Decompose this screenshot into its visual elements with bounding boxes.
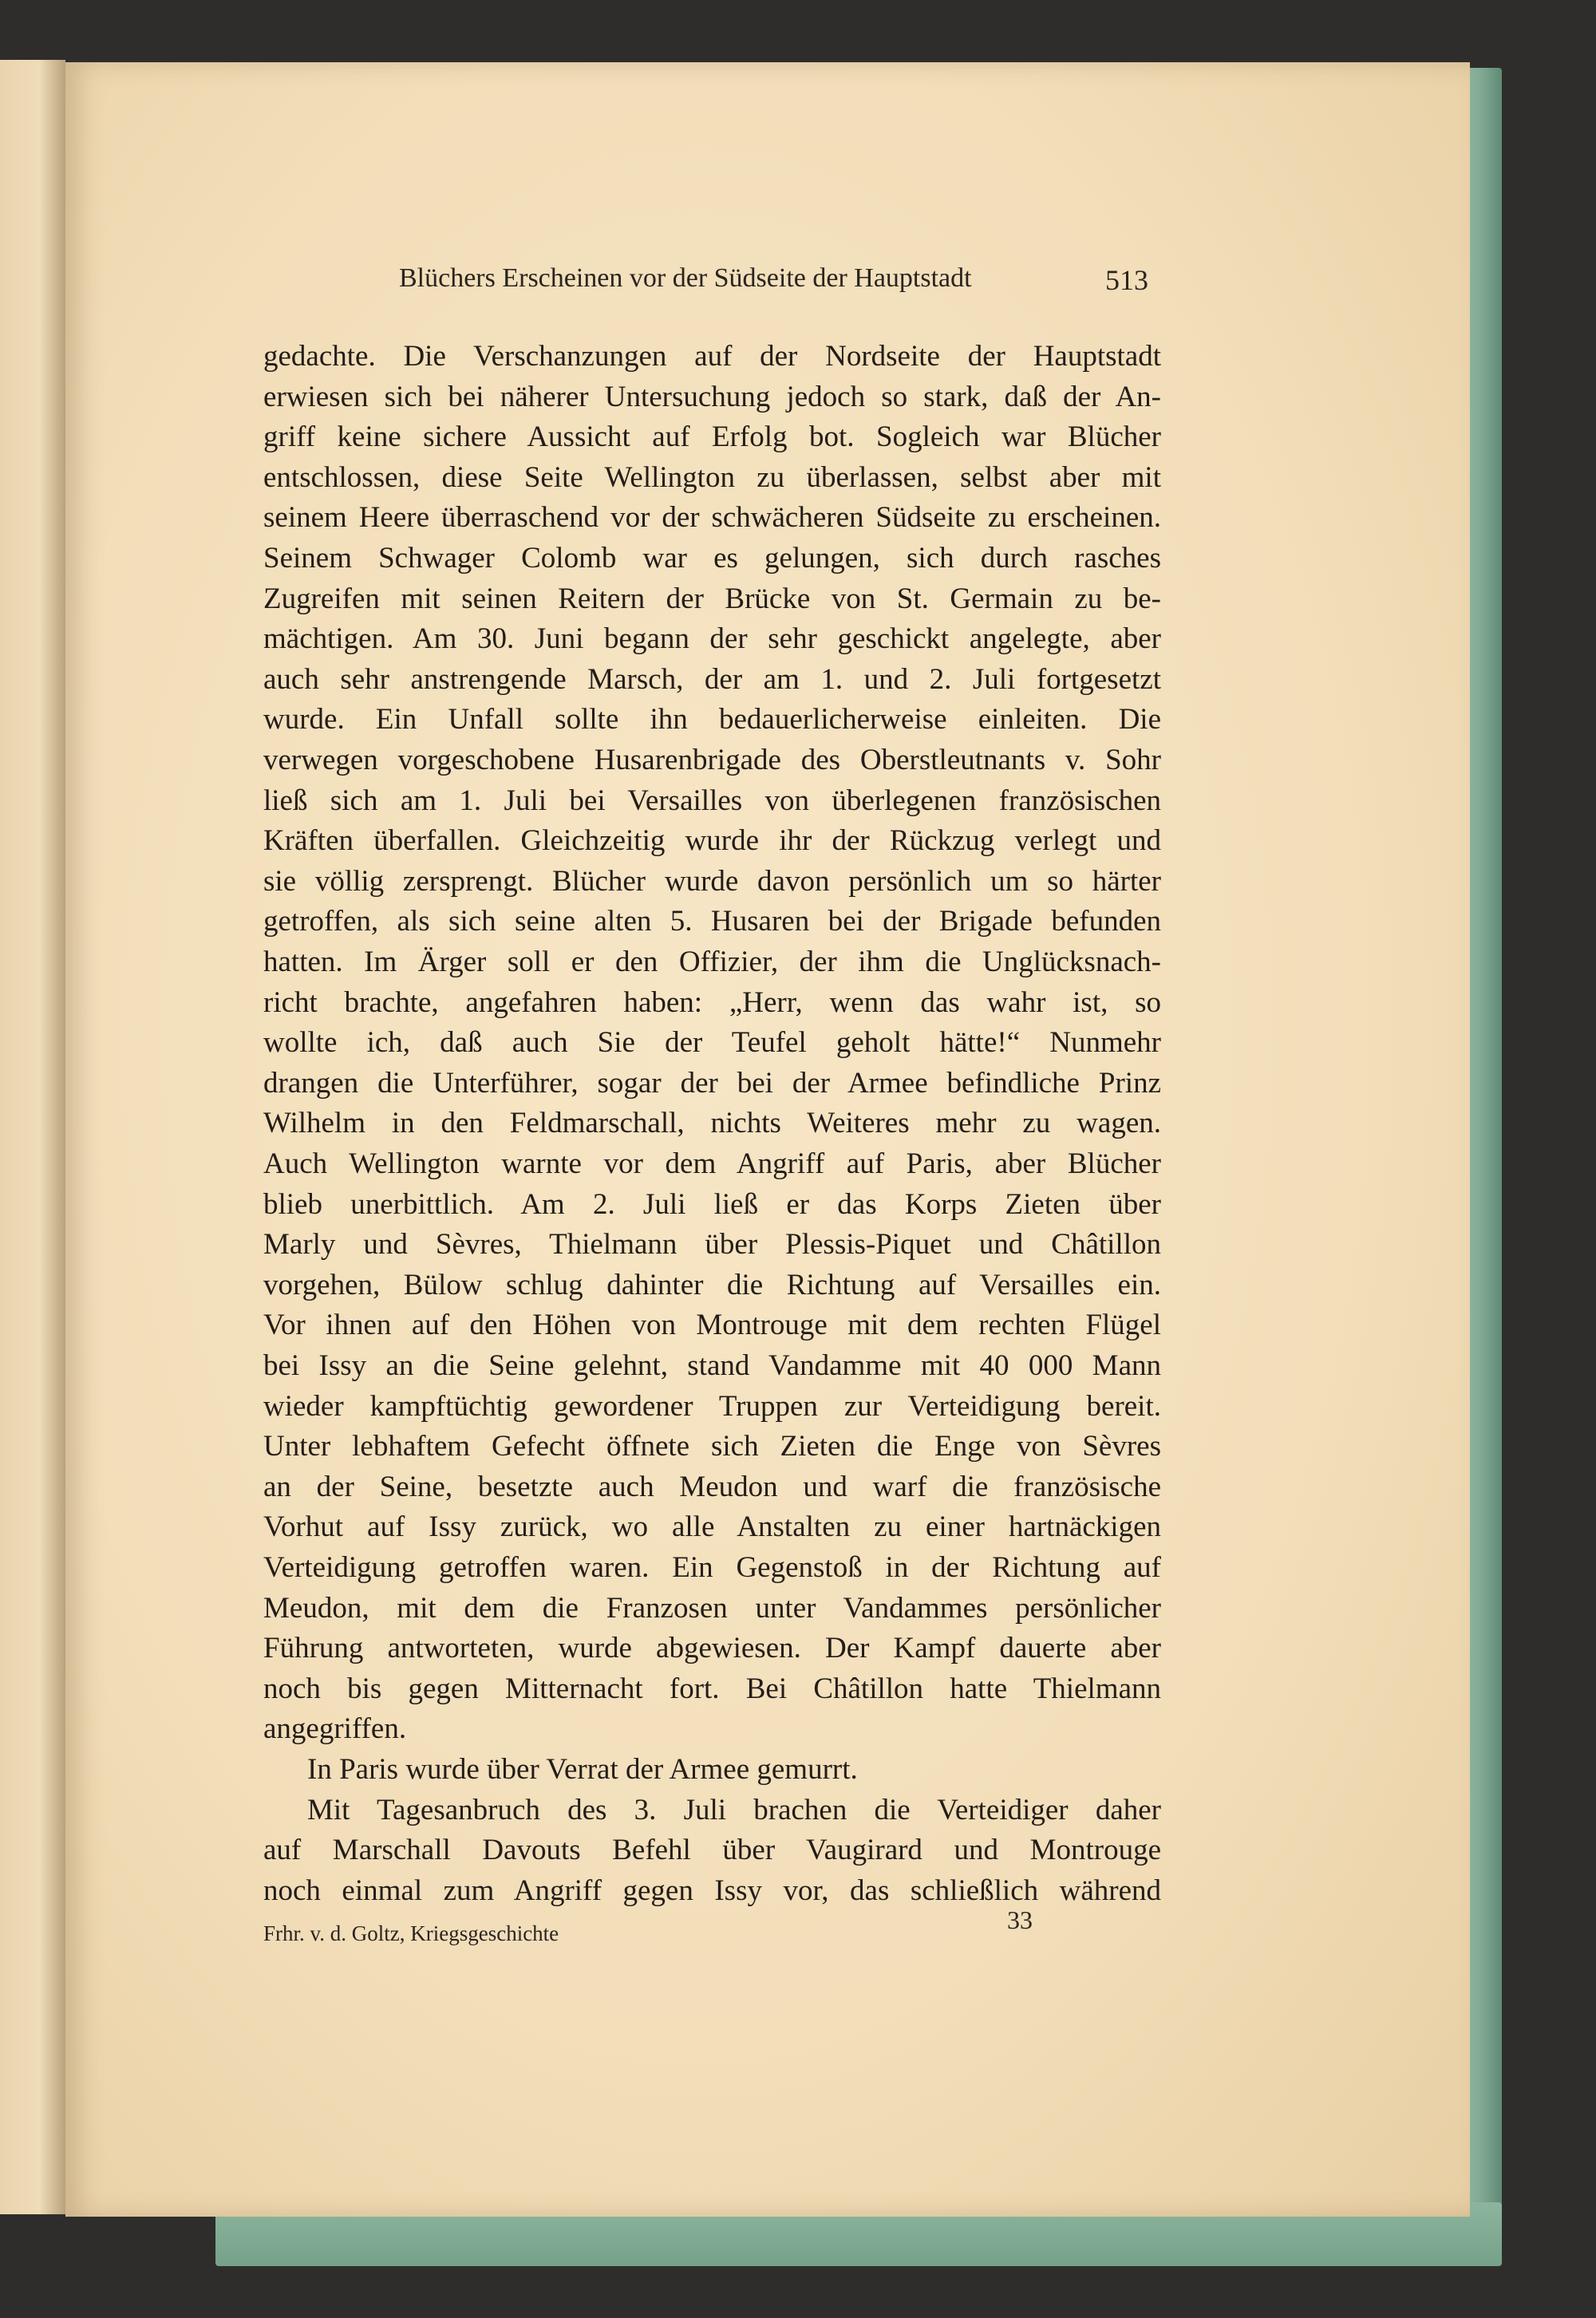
text-line: In Paris wurde über Verrat der Armee gemurrt. xyxy=(307,1753,858,1786)
text-line: richt brachte, angefahren haben: „Herr, wenn das wahr ist, so xyxy=(263,985,1161,1019)
text-line: an der Seine, besetzte auch Meudon und warf die französische xyxy=(263,1470,1161,1503)
text-line: Mit Tagesanbruch des 3. Juli brachen die Verteidiger daher xyxy=(307,1793,1161,1826)
text-line: Kräften überfallen. Gleichzeitig wurde ihr der Rückzug verlegt und xyxy=(263,824,1161,858)
page-number: 513 xyxy=(1105,264,1148,296)
text-line: noch bis gegen Mitternacht fort. Bei Châtillon hatte Thielmann xyxy=(263,1672,1161,1705)
text-line: Marly und Sèvres, Thielmann über Plessis-Piquet und Châtillon xyxy=(263,1228,1161,1262)
running-title: Blüchers Erscheinen vor der Südseite der Hauptstadt xyxy=(399,263,972,293)
text-line: Wilhelm in den Feldmarschall, nichts Weiteres mehr zu wagen. xyxy=(263,1107,1161,1140)
text-line: angegriffen. xyxy=(263,1712,407,1746)
text-line: gedachte. Die Verschanzungen auf der Nordseite der Hauptstadt xyxy=(263,340,1161,373)
text-line: auch sehr anstrengende Marsch, der am 1. und 2. Juli fortgesetzt xyxy=(263,662,1161,696)
text-line: hatten. Im Ärger soll er den Offizier, der ihm die Unglücksnach- xyxy=(263,946,1161,978)
text-line: erwiesen sich bei näherer Untersuchung jedoch so stark, daß der An- xyxy=(263,380,1161,413)
text-line: wollte ich, daß auch Sie der Teufel geholt hätte!“ Nunmehr xyxy=(263,1026,1161,1060)
text-line: wurde. Ein Unfall sollte ihn bedauerlicherweise einleiten. Die xyxy=(263,703,1161,736)
text-line: seinem Heere überraschend vor der schwächeren Südseite zu erscheinen. xyxy=(263,501,1161,535)
text-line: Vor ihnen auf den Höhen von Montrouge mit dem rechten Flügel xyxy=(263,1309,1161,1342)
text-line: griff keine sichere Aussicht auf Erfolg bot. Sogleich war Blücher xyxy=(263,421,1161,454)
previous-page-edge xyxy=(0,60,65,2214)
text-line: drangen die Unterführer, sogar der bei der Armee befindliche Prinz xyxy=(263,1066,1161,1100)
text-line: Vorhut auf Issy zurück, wo alle Anstalten zu einer hartnäckigen xyxy=(263,1510,1161,1544)
text-line: Zugreifen mit seinen Reitern der Brücke von St. Germain zu be- xyxy=(263,582,1161,615)
text-line: ließ sich am 1. Juli bei Versailles von überlegenen französischen xyxy=(263,784,1161,817)
text-line: Meudon, mit dem die Franzosen unter Vandammes persönlicher xyxy=(263,1591,1161,1625)
text-line: noch einmal zum Angriff gegen Issy vor, das schließlich während xyxy=(263,1874,1161,1907)
text-line: Auch Wellington warnte vor dem Angriff auf Paris, aber Blücher xyxy=(263,1147,1161,1180)
footer-author-work: Frhr. v. d. Goltz, Kriegsgeschichte xyxy=(263,1921,559,1945)
text-line: auf Marschall Davouts Befehl über Vaugirard und Montrouge xyxy=(263,1834,1161,1867)
text-line: wieder kampftüchtig gewordener Truppen zur Verteidigung bereit. xyxy=(263,1389,1161,1423)
text-line: blieb unerbittlich. Am 2. Juli ließ er das Korps Zieten über xyxy=(263,1187,1161,1221)
text-line: Seinem Schwager Colomb war es gelungen, sich durch rasches xyxy=(263,542,1161,575)
signature-mark: 33 xyxy=(1007,1905,1033,1934)
text-line: sie völlig zersprengt. Blücher wurde davon persönlich um so härter xyxy=(263,864,1161,898)
text-line: Verteidigung getroffen waren. Ein Gegenstoß in der Richtung auf xyxy=(263,1551,1161,1584)
text-line: verwegen vorgeschobene Husarenbrigade des Oberstleutnants v. Sohr xyxy=(263,744,1161,776)
text-line: mächtigen. Am 30. Juni begann der sehr geschickt angelegte, aber xyxy=(263,622,1161,656)
text-line: entschlossen, diese Seite Wellington zu überlassen, selbst aber mit xyxy=(263,460,1161,494)
text-line: vorgehen, Bülow schlug dahinter die Richtung auf Versailles ein. xyxy=(263,1268,1161,1301)
text-line: Führung antworteten, wurde abgewiesen. Der Kampf dauerte aber xyxy=(263,1632,1161,1665)
text-line: getroffen, als sich seine alten 5. Husaren bei der Brigade befunden xyxy=(263,905,1161,938)
text-line: bei Issy an die Seine gelehnt, stand Vandamme mit 40 000 Mann xyxy=(263,1349,1161,1382)
text-line: Unter lebhaftem Gefecht öffnete sich Zieten die Enge von Sèvres xyxy=(263,1430,1161,1463)
